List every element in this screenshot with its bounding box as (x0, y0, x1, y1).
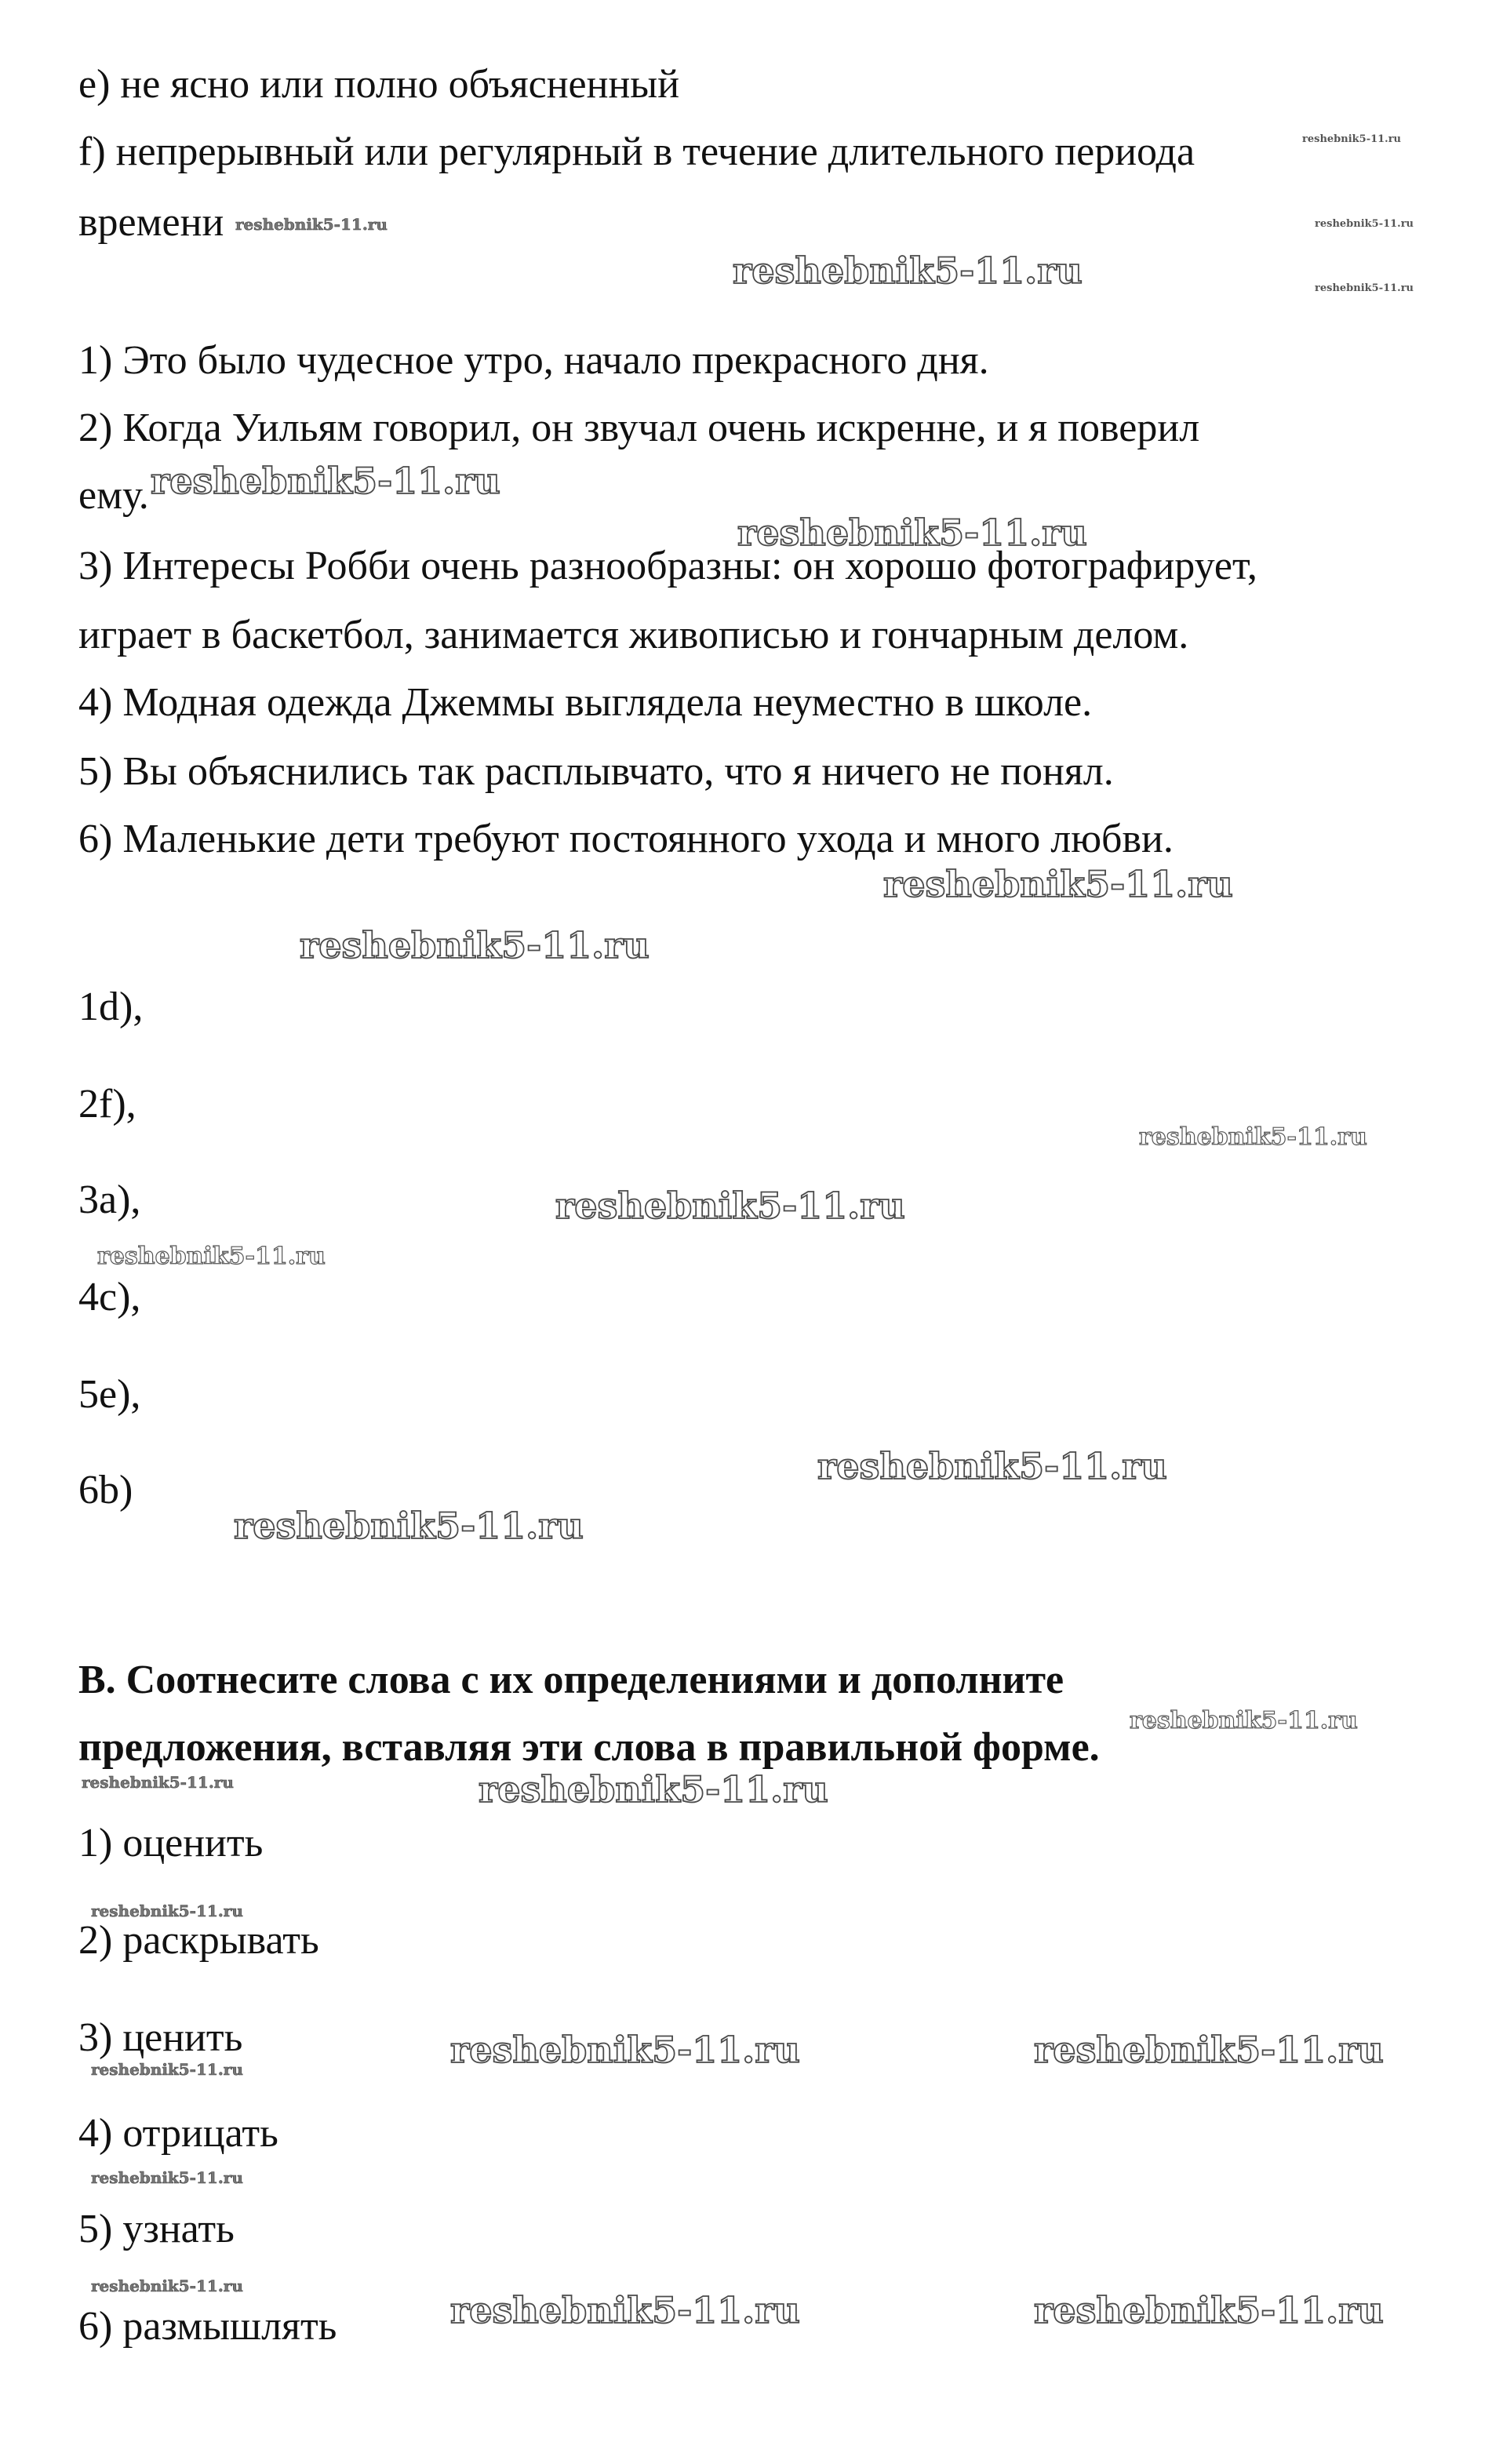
definition-f-line1: f) непрерывный или регулярный в течение длительного периода (78, 129, 1195, 174)
watermark: reshebnik5-11.ru (91, 2277, 243, 2295)
answer-6: 6b) (78, 1468, 133, 1512)
translation-3-line1: 3) Интересы Робби очень разнообразны: он хорошо фотографирует, (78, 544, 1257, 588)
translation-2-line1: 2) Когда Уильям говорил, он звучал очень искренне, и я поверил (78, 406, 1200, 450)
watermark: reshebnik5-11.ru (234, 1505, 584, 1547)
watermark: reshebnik5-11.ru (1034, 2029, 1384, 2071)
word-4: 4) отрицать (78, 2111, 278, 2156)
watermark: reshebnik5-11.ru (91, 2168, 243, 2187)
answer-5: 5e), (78, 1372, 141, 1417)
watermark: reshebnik5-11.ru (1302, 133, 1402, 145)
watermark: reshebnik5-11.ru (555, 1185, 905, 1227)
watermark: reshebnik5-11.ru (91, 1902, 243, 1920)
watermark: reshebnik5-11.ru (235, 215, 388, 234)
watermark: reshebnik5-11.ru (1315, 218, 1414, 230)
watermark: reshebnik5-11.ru (1130, 1707, 1358, 1734)
watermark: reshebnik5-11.ru (1034, 2289, 1384, 2331)
watermark: reshebnik5-11.ru (733, 249, 1083, 292)
word-1: 1) оценить (78, 1821, 264, 1865)
translation-3-line2: играет в баскетбол, занимается живописью и гончарным делом. (78, 613, 1189, 657)
section-b-heading-line2: предложения, вставляя эти слова в правильной форме. (78, 1725, 1100, 1770)
word-5: 5) узнать (78, 2207, 235, 2251)
watermark: reshebnik5-11.ru (883, 863, 1233, 905)
answer-4: 4c), (78, 1275, 141, 1319)
word-6: 6) размышлять (78, 2304, 337, 2349)
definition-f-line2: времени (78, 200, 224, 245)
word-3: 3) ценить (78, 2015, 243, 2060)
translation-4: 4) Модная одежда Джеммы выглядела неуместно в школе. (78, 680, 1093, 725)
answer-3: 3a), (78, 1177, 141, 1222)
translation-1: 1) Это было чудесное утро, начало прекрасного дня. (78, 338, 989, 383)
section-b-heading-line1: B. Соотнесите слова с их определениями и дополните (78, 1658, 1064, 1702)
word-2: 2) раскрывать (78, 1918, 319, 1963)
answer-2: 2f), (78, 1082, 136, 1126)
watermark: reshebnik5-11.ru (817, 1445, 1167, 1487)
definition-e: e) не ясно или полно объясненный (78, 62, 680, 107)
watermark: reshebnik5-11.ru (450, 2289, 800, 2331)
watermark: reshebnik5-11.ru (151, 460, 500, 502)
translation-5: 5) Вы объяснились так расплывчато, что я ничего не понял. (78, 749, 1114, 794)
watermark: reshebnik5-11.ru (1139, 1123, 1367, 1151)
watermark: reshebnik5-11.ru (479, 1768, 828, 1811)
watermark: reshebnik5-11.ru (450, 2029, 800, 2071)
answer-1: 1d), (78, 985, 144, 1029)
watermark: reshebnik5-11.ru (737, 511, 1087, 554)
translation-2-line2: ему. (78, 473, 149, 518)
watermark: reshebnik5-11.ru (1315, 282, 1414, 294)
watermark: reshebnik5-11.ru (82, 1773, 234, 1792)
translation-6: 6) Маленькие дети требуют постоянного ухода и много любви. (78, 817, 1174, 861)
watermark: reshebnik5-11.ru (300, 924, 650, 966)
watermark: reshebnik5-11.ru (91, 2060, 243, 2079)
watermark: reshebnik5-11.ru (97, 1243, 326, 1270)
